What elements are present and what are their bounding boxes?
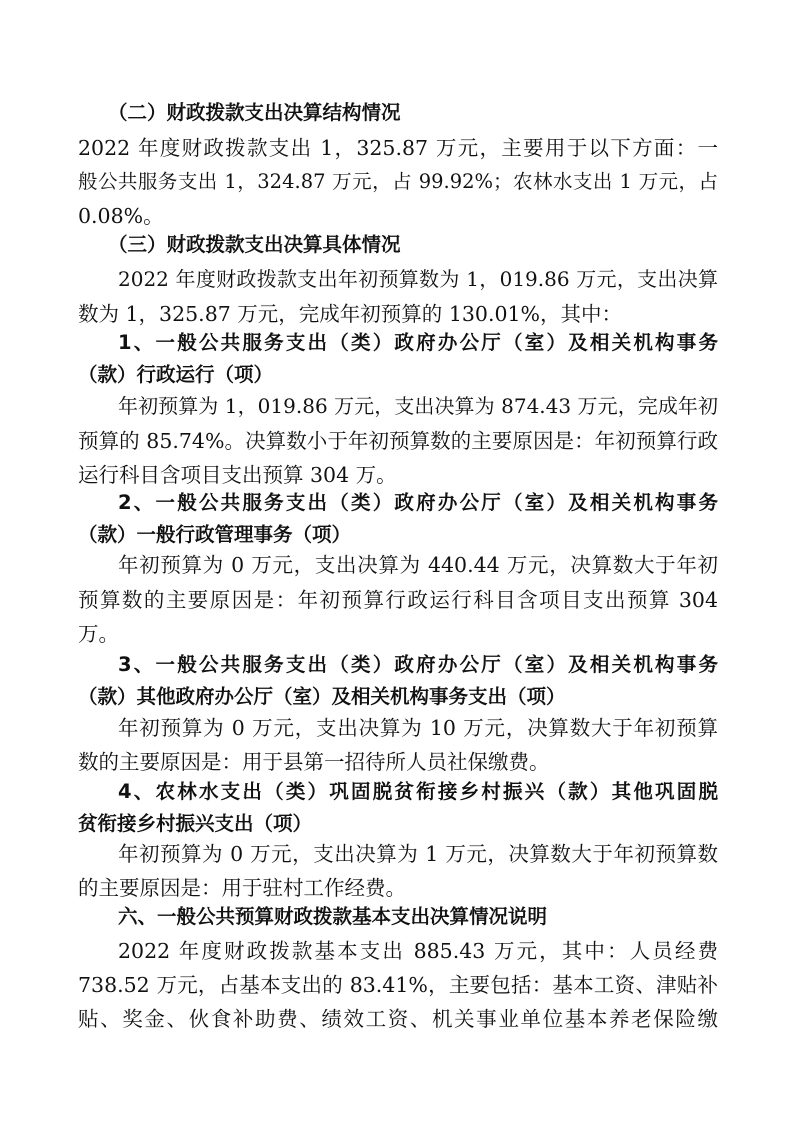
paragraph-line: 年初预算为 0 万元，支出决算为 1 万元，决算数大于年初预算数 <box>118 842 718 866</box>
item-heading-4-cont: 贫衔接乡村振兴支出（项） <box>78 812 313 835</box>
paragraph-line: 2022 年度财政拨款支出 1，325.87 万元，主要用于以下方面：一 <box>78 136 718 160</box>
paragraph-line: 预算的 85.74%。决算数小于年初预算数的主要原因是：年初预算行政 <box>78 429 718 453</box>
paragraph-line: 数的主要原因是：用于县第一招待所人员社保缴费。 <box>78 750 550 774</box>
item-heading-1-cont: （款）行政运行（项） <box>78 363 274 386</box>
section-heading-structure: （二）财政拨款支出决算结构情况 <box>108 101 401 124</box>
paragraph-line: 0.08%。 <box>78 204 164 228</box>
paragraph-line: 2022 年度财政拨款支出年初预算数为 1，019.86 万元，支出决算 <box>118 267 718 291</box>
paragraph-line: 年初预算为 0 万元，支出决算为 10 万元，决算数大于年初预算 <box>118 716 718 740</box>
paragraph-line: 的主要原因是：用于驻村工作经费。 <box>78 876 406 900</box>
paragraph-line: 运行科目含项目支出预算 304 万。 <box>78 463 397 487</box>
item-heading-2: 2、一般公共服务支出（类）政府办公厅（室）及相关机构事务 <box>118 491 718 514</box>
paragraph-line: 万。 <box>78 622 119 646</box>
item-heading-4: 4、农林水支出（类）巩固脱贫衔接乡村振兴（款）其他巩固脱 <box>118 780 718 803</box>
section-heading-basic-expenditure: 六、一般公共预算财政拨款基本支出决算情况说明 <box>118 905 548 928</box>
paragraph-line: 般公共服务支出 1，324.87 万元，占 99.92%；农林水支出 1 万元，占 <box>78 170 718 193</box>
paragraph-line: 738.52 万元，占基本支出的 83.41%，主要包括：基本工资、津贴补 <box>78 973 718 997</box>
paragraph-line: 年初预算为 1，019.86 万元，支出决算为 874.43 万元，完成年初 <box>118 394 718 418</box>
paragraph-line: 贴、奖金、伙食补助费、绩效工资、机关事业单位基本养老保险缴 <box>78 1007 718 1031</box>
item-heading-2-cont: （款）一般行政管理事务（项） <box>78 523 352 546</box>
item-heading-1: 1、一般公共服务支出（类）政府办公厅（室）及相关机构事务 <box>118 331 718 354</box>
item-heading-3-cont: （款）其他政府办公厅（室）及相关机构事务支出（项） <box>78 685 566 708</box>
paragraph-line: 年初预算为 0 万元，支出决算为 440.44 万元，决算数大于年初 <box>118 553 718 577</box>
section-heading-details: （三）财政拨款支出决算具体情况 <box>108 233 401 256</box>
paragraph-line: 数为 1，325.87 万元，完成年初预算的 130.01%，其中： <box>78 302 623 326</box>
item-heading-3: 3、一般公共服务支出（类）政府办公厅（室）及相关机构事务 <box>118 653 718 676</box>
paragraph-line: 预算数的主要原因是：年初预算行政运行科目含项目支出预算 304 <box>78 588 718 612</box>
paragraph-line: 2022 年度财政拨款基本支出 885.43 万元，其中：人员经费 <box>118 939 718 963</box>
